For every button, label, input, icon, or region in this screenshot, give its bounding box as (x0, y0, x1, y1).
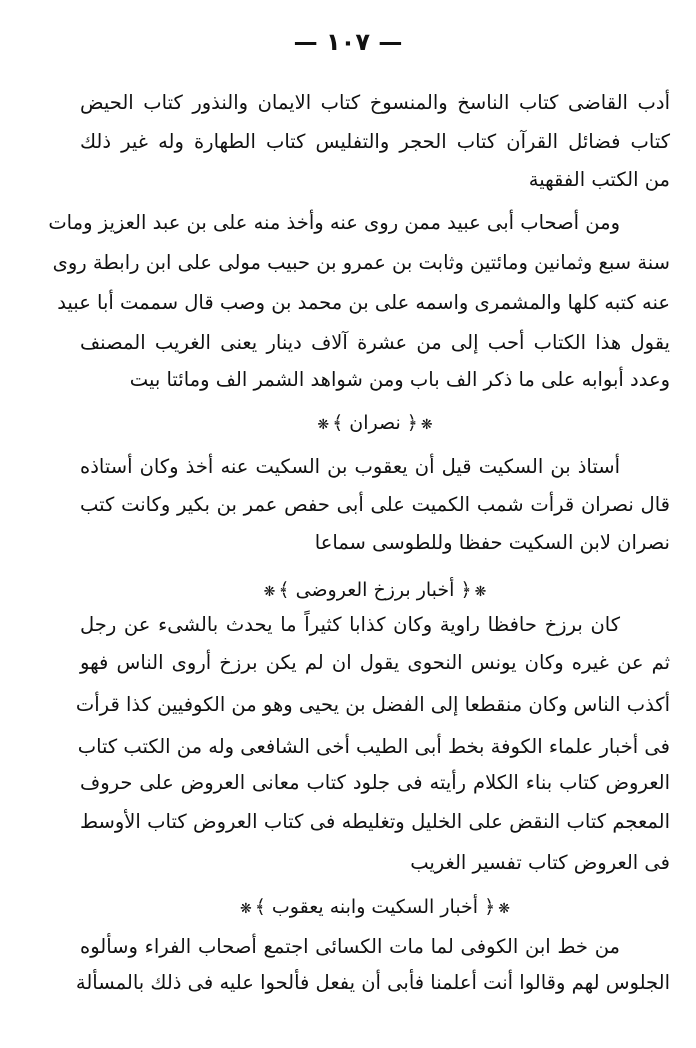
text-line: عنه كتبه كلها والمشمرى واسمه على بن محمد بن وصب قال سممت أبا عبيد (57, 291, 670, 314)
text-line: وعدد أبوابه على ما ذكر الف باب ومن شواهد الشمر الف ومائتا بيت (129, 368, 670, 391)
text-line: من الكتب الفقهية (528, 168, 670, 191)
text-line: فى العروض كتاب تفسير الغريب (410, 851, 670, 874)
text-line: أكذب الناس وكان منقطعا إلى الفضل بن يحيى وهو من الكوفيين كذا قرأت (75, 693, 670, 716)
paragraph-start-line: ومن أصحاب أبى عبيد ممن روى عنه وأخذ منه على بن عبد العزيز ومات (48, 211, 620, 234)
heading-text: أخبار برزخ العروضى (295, 579, 455, 601)
ornament-icon: ❋ (420, 417, 433, 433)
heading-text: أخبار السكيت وابنه يعقوب (271, 896, 479, 918)
page-number: — ١٠٧ — (293, 28, 403, 56)
heading-text: نصران (349, 412, 401, 434)
text-line: ثم عن غيره وكان يونس النحوى يقول ان لم يكن برزخ أروى الناس فهو (80, 651, 670, 674)
section-heading: ❋﴿ أخبار السكيت وابنه يعقوب ﴾❋ (239, 896, 510, 918)
text-line: أدب القاضى كتاب الناسخ والمنسوخ كتاب الايمان والنذور كتاب الحيض (80, 91, 670, 114)
text-line: الجلوس لهم وقالوا أنت أعلمنا فأبى أن يفعل فألحوا عليه فى ذلك بالمسألة (75, 971, 670, 994)
text-line: قال نصران قرأت شمب الكميت على أبى حفص عمر بن بكير وكانت كتب (80, 493, 670, 516)
text-line: العروض كتاب بناء الكلام رأيته فى جلود كتاب معانى العروض على حروف (80, 771, 670, 794)
section-heading: ❋﴿ نصران ﴾❋ (317, 412, 433, 434)
ornament-icon: ❋ (474, 584, 487, 600)
text-line: نصران لابن السكيت حفظا وللطوسى سماعا (314, 531, 670, 554)
text-line: كتاب فضائل القرآن كتاب الحجر والتفليس كتاب الطهارة وله غير ذلك (80, 130, 670, 153)
text-line: سنة سبع وثمانين ومائتين وثابت بن عمرو بن حبيب مولى على ابن رابطة روى (52, 251, 670, 274)
ornament-icon: ❋ (317, 417, 330, 433)
ornament-icon: ❋ (498, 901, 510, 917)
text-line: فى أخبار علماء الكوفة بخط أبى الطيب أخى الشافعى وله من الكتب كتاب (77, 735, 670, 758)
paragraph-start-line: من خط ابن الكوفى لما مات الكسائى اجتمع أصحاب الفراء وسألوه (80, 935, 620, 958)
ornament-icon: ❋ (263, 584, 276, 600)
text-line: يقول هذا الكتاب أحب إلى من عشرة آلاف دينار يعنى الغريب المصنف (80, 331, 670, 354)
paragraph-start-line: أستاذ بن السكيت قيل أن يعقوب بن السكيت عنه أخذ وكان أستاذه (80, 455, 620, 478)
paragraph-start-line: كان برزخ حافظا راوية وكان كذابا كثيراً ما يحدث بالشىء عن رجل (80, 613, 620, 636)
section-heading: ❋﴿ أخبار برزخ العروضى ﴾❋ (263, 579, 487, 601)
ornament-icon: ❋ (239, 901, 252, 917)
text-line: المعجم كتاب النقض على الخليل وتغليطه فى كتاب العروض كتاب الأوسط (80, 810, 670, 833)
